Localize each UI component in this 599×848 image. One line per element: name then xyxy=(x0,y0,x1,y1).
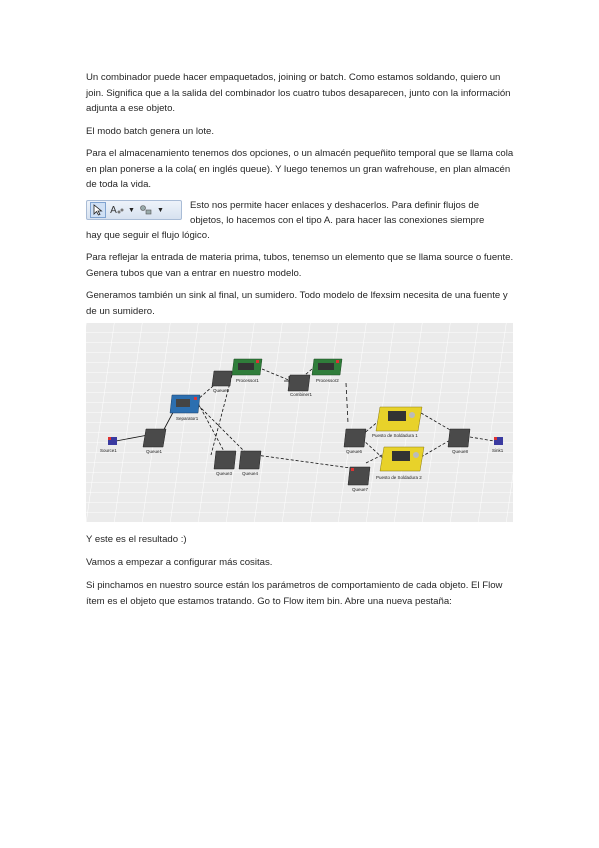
welder-top-object xyxy=(372,407,422,438)
separator-label: Separator1 xyxy=(176,416,199,421)
queue-top-left-label: Queue5 xyxy=(213,388,230,393)
queue-mid-b-label: Queue4 xyxy=(242,471,259,476)
paragraph-batch: El modo batch genera un lote. xyxy=(86,126,215,137)
paragraph-flow-item: Si pinchamos en nuestro source están los parámetros de comportamiento de cada objeto. El Flow ítem es el objeto que estamos tratando. Go to Flow item bin. Abre una nueva pestaña: xyxy=(86,580,503,607)
queue-mid-b-object xyxy=(239,451,261,476)
flexsim-model-screenshot xyxy=(86,323,513,522)
queue-exit-label: Queue8 xyxy=(452,449,469,454)
paragraph-combinador: Un combinador puede hacer empaquetados, joining or batch. Como estamos soldando, quiero un join. Significa que a la salida del combinador los cuatro tubos desaparecen, junto con la información adjunta a ese objeto. xyxy=(86,72,511,114)
processor-top-left-object xyxy=(232,359,262,383)
paragraph-enlaces-line3: hay que seguir el flujo lógico. xyxy=(86,230,210,241)
pointer-icon xyxy=(90,202,106,218)
paragraph-configurar: Vamos a empezar a configurar más cositas. xyxy=(86,557,273,568)
flexsim-connect-toolbar xyxy=(86,200,182,220)
paragraph-enlaces-line1: Esto nos permite hacer enlaces y deshacerlos. Para definir flujos de xyxy=(190,200,480,211)
processor-top-right-label: Processor2 xyxy=(316,378,339,383)
queue-bottom-object xyxy=(348,467,370,492)
queue-right-label: Queue6 xyxy=(346,449,363,454)
queue-bottom-label: Queue7 xyxy=(352,487,369,492)
processor-top-right-object xyxy=(312,359,342,383)
connect-objects-icon xyxy=(110,203,124,217)
sample-icon xyxy=(139,203,153,217)
queue-left-label: Queue1 xyxy=(146,449,163,454)
queue-mid-a-label: Queue3 xyxy=(216,471,233,476)
welder-top-label: Puesto de Soldadura 1 xyxy=(372,433,418,438)
processor-top-left-label: Processor1 xyxy=(236,378,259,383)
paragraph-sink: Generamos también un sink al final, un sumidero. Todo modelo de lfexsim necesita de una fuente y de un sumidero. xyxy=(86,290,508,317)
welder-bottom-label: Puesto de Soldadura 2 xyxy=(376,475,422,480)
floor-grid xyxy=(86,323,513,522)
queue-top-left-object xyxy=(212,371,232,393)
connect-label: A xyxy=(110,204,117,216)
sink-label: Sink1 xyxy=(492,448,504,453)
paragraph-enlaces-line2: objetos, lo hacemos con el tipo A. para hacer las conexiones siempre xyxy=(190,215,485,226)
combiner-object xyxy=(288,375,313,397)
source-label: Source1 xyxy=(100,448,117,453)
paragraph-almacenamiento: Para el almacenamiento tenemos dos opciones, o un almacén pequeñito temporal que se llama cola en plan ponerse a la cola( en inglés queue). Y luego tenemos un gran wafrehouse, en plan almacén de toda la vida. xyxy=(86,148,514,190)
welder-bottom-object xyxy=(376,447,424,480)
combiner-label: Combiner1 xyxy=(290,392,313,397)
sample-dropdown-caret-icon: ▼ xyxy=(156,206,164,214)
paragraph-source: Para reflejar la entrada de materia prima, tubos, tenemso un elemento que se llama source o fuente. Genera tubos que van a entrar en nuestro modelo. xyxy=(86,252,514,279)
queue-exit-object xyxy=(448,429,470,454)
paragraph-resultado: Y este es el resultado :) xyxy=(86,534,187,545)
connect-dropdown-caret-icon: ▼ xyxy=(128,206,135,214)
model-canvas xyxy=(86,323,513,522)
